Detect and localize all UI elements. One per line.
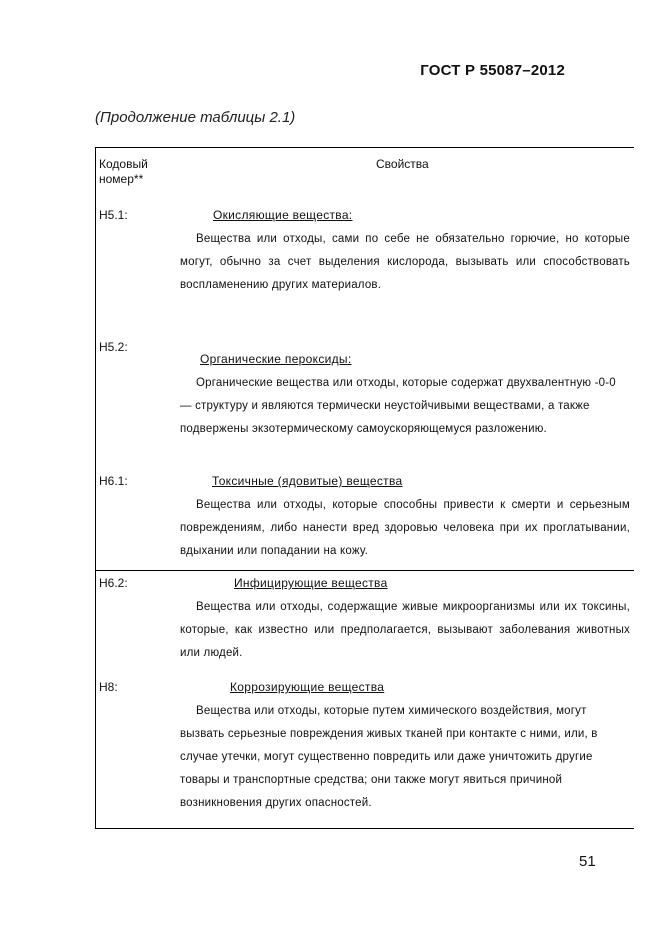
row-code: Н8: <box>99 680 118 694</box>
row-description: Органические вещества или отходы, которые содержат двухвалентную -0-0 — структуру и являются термически неустойчивыми веществами, а также подвержены экзотермическому самоускоряющемуся разложению. <box>180 377 616 435</box>
row-code: Н5.2: <box>99 340 128 354</box>
row-description: Вещества или отходы, которые способны привести к смерти и серьезным повреждениям, либо нанести вред здоровью человека при их проглатывании, вдыхании или попадании на кожу. <box>180 499 630 557</box>
row-description: Вещества или отходы, содержащие живые микроорганизмы или их токсины, которые, как известно или предполагается, вызывают заболевания животных или людей. <box>180 601 630 659</box>
row-content <box>180 474 630 563</box>
row-content <box>180 208 630 297</box>
row-description: Вещества или отходы, которые путем химического воздействия, могут вызвать серьезные повреждения живых тканей при контакте с ними, или, в случае утечки, могут существенно повредить или даже уничтожить другие товары и транспортные средства; они также могут явиться причиной возникновения других опасностей. <box>180 705 598 809</box>
row-content <box>180 352 630 441</box>
row-title: Инфицирующие вещества <box>234 576 388 590</box>
row-content <box>180 576 630 665</box>
properties-table <box>95 147 634 829</box>
table-row <box>96 570 634 675</box>
column-header-properties: Свойства <box>376 157 429 171</box>
row-content <box>180 680 630 815</box>
table-continuation-caption: (Продолжение таблицы 2.1) <box>95 109 296 126</box>
row-code: Н5.1: <box>99 208 128 222</box>
page-number: 51 <box>579 853 596 870</box>
row-title: Токсичные (ядовитые) вещества <box>212 474 403 488</box>
row-title: Окисляющие вещества: <box>213 208 353 222</box>
column-header-code: Кодовый номер** <box>99 157 148 186</box>
row-title: Коррозирующие вещества <box>230 680 385 694</box>
row-description: Вещества или отходы, сами по себе не обязательно горючие, но которые могут, обычно за счет выделения кислорода, вызывать или способствовать воспламенению других материалов. <box>180 233 630 291</box>
row-title: Органические пероксиды: <box>200 352 352 366</box>
row-code: Н6.2: <box>99 576 128 590</box>
row-code: Н6.1: <box>99 474 128 488</box>
document-code: ГОСТ Р 55087–2012 <box>420 62 565 79</box>
